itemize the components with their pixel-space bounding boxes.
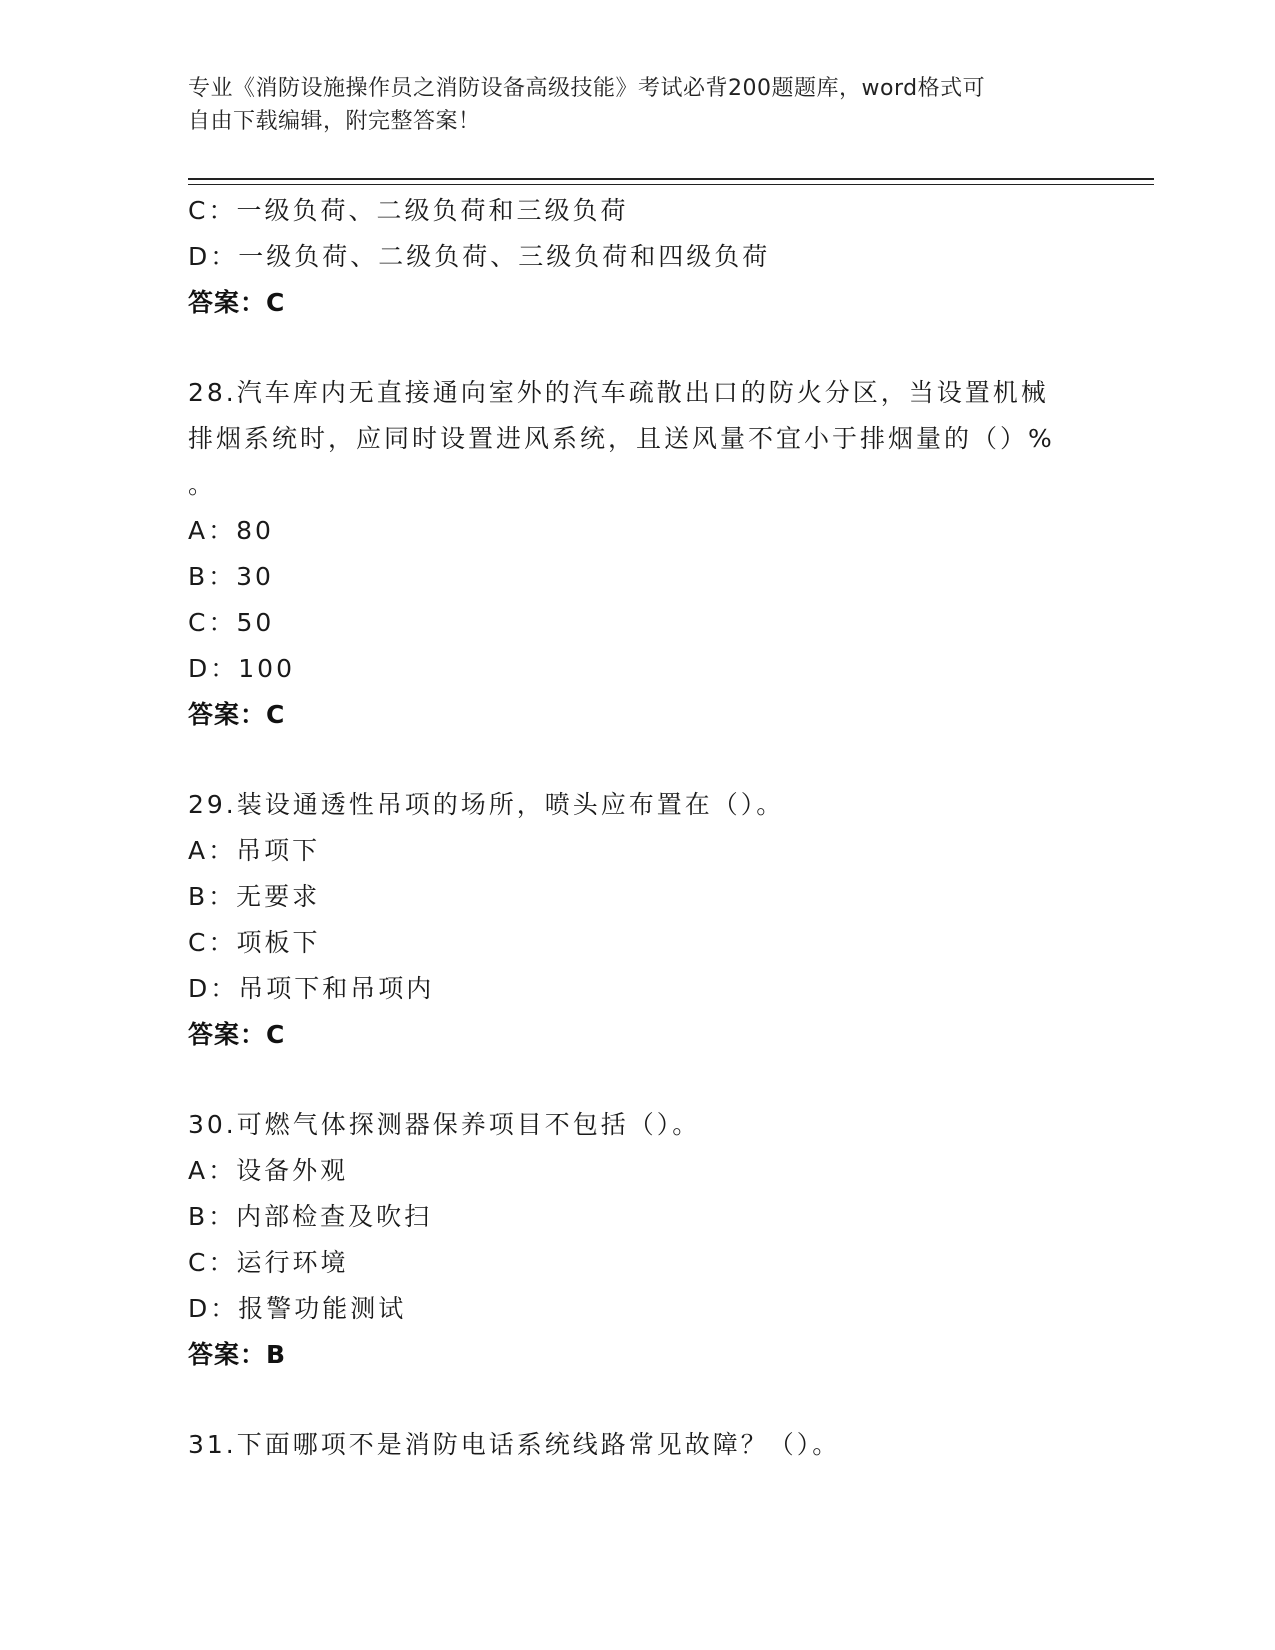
option-d: D：报警功能测试 — [188, 1294, 407, 1323]
option-b: B：内部检查及吹扫 — [188, 1202, 433, 1231]
option-a: A：吊项下 — [188, 836, 321, 865]
question-30 — [188, 1102, 1088, 1378]
question-stem-line: 29.装设通透性吊项的场所，喷头应布置在（）。 — [188, 790, 785, 819]
question-stem-line: 31.下面哪项不是消防电话系统线路常见故障？（）。 — [188, 1430, 841, 1459]
question-stem-line: 28.汽车库内无直接通向室外的汽车疏散出口的防火分区，当设置机械 — [188, 378, 1049, 407]
header-rule-thin — [188, 184, 1154, 185]
answer: 答案：C — [188, 288, 286, 317]
option-d: D：100 — [188, 654, 295, 683]
answer: 答案：B — [188, 1340, 287, 1369]
question-list — [188, 188, 1088, 1468]
answer: 答案：C — [188, 700, 286, 729]
question-28 — [188, 370, 1088, 738]
question-29 — [188, 782, 1088, 1058]
header-line-2: 自由下载编辑，附完整答案！ — [188, 109, 481, 134]
question-31 — [188, 1422, 1088, 1468]
option-a: A：80 — [188, 516, 274, 545]
question-27-tail — [188, 188, 1088, 326]
option-a: A：设备外观 — [188, 1156, 349, 1185]
question-stem-line: 30.可燃气体探测器保养项目不包括（）。 — [188, 1110, 701, 1139]
question-stem-line: 排烟系统时，应同时设置进风系统，且送风量不宜小于排烟量的（）% — [188, 424, 1055, 453]
question-stem-line: 。 — [188, 470, 217, 499]
header-line-1: 专业《消防设施操作员之消防设备高级技能》考试必背200题题库，word格式可 — [188, 76, 986, 101]
option-c: C：项板下 — [188, 928, 321, 957]
option-c: C：50 — [188, 608, 275, 637]
option-b: B：30 — [188, 562, 274, 591]
option-d: D：一级负荷、二级负荷、三级负荷和四级负荷 — [188, 242, 771, 271]
option-b: B：无要求 — [188, 882, 321, 911]
header-rule-thick — [188, 178, 1154, 180]
option-c: C：一级负荷、二级负荷和三级负荷 — [188, 196, 629, 225]
option-d: D：吊项下和吊项内 — [188, 974, 435, 1003]
document-header — [188, 72, 1088, 138]
option-c: C：运行环境 — [188, 1248, 349, 1277]
answer: 答案：C — [188, 1020, 286, 1049]
